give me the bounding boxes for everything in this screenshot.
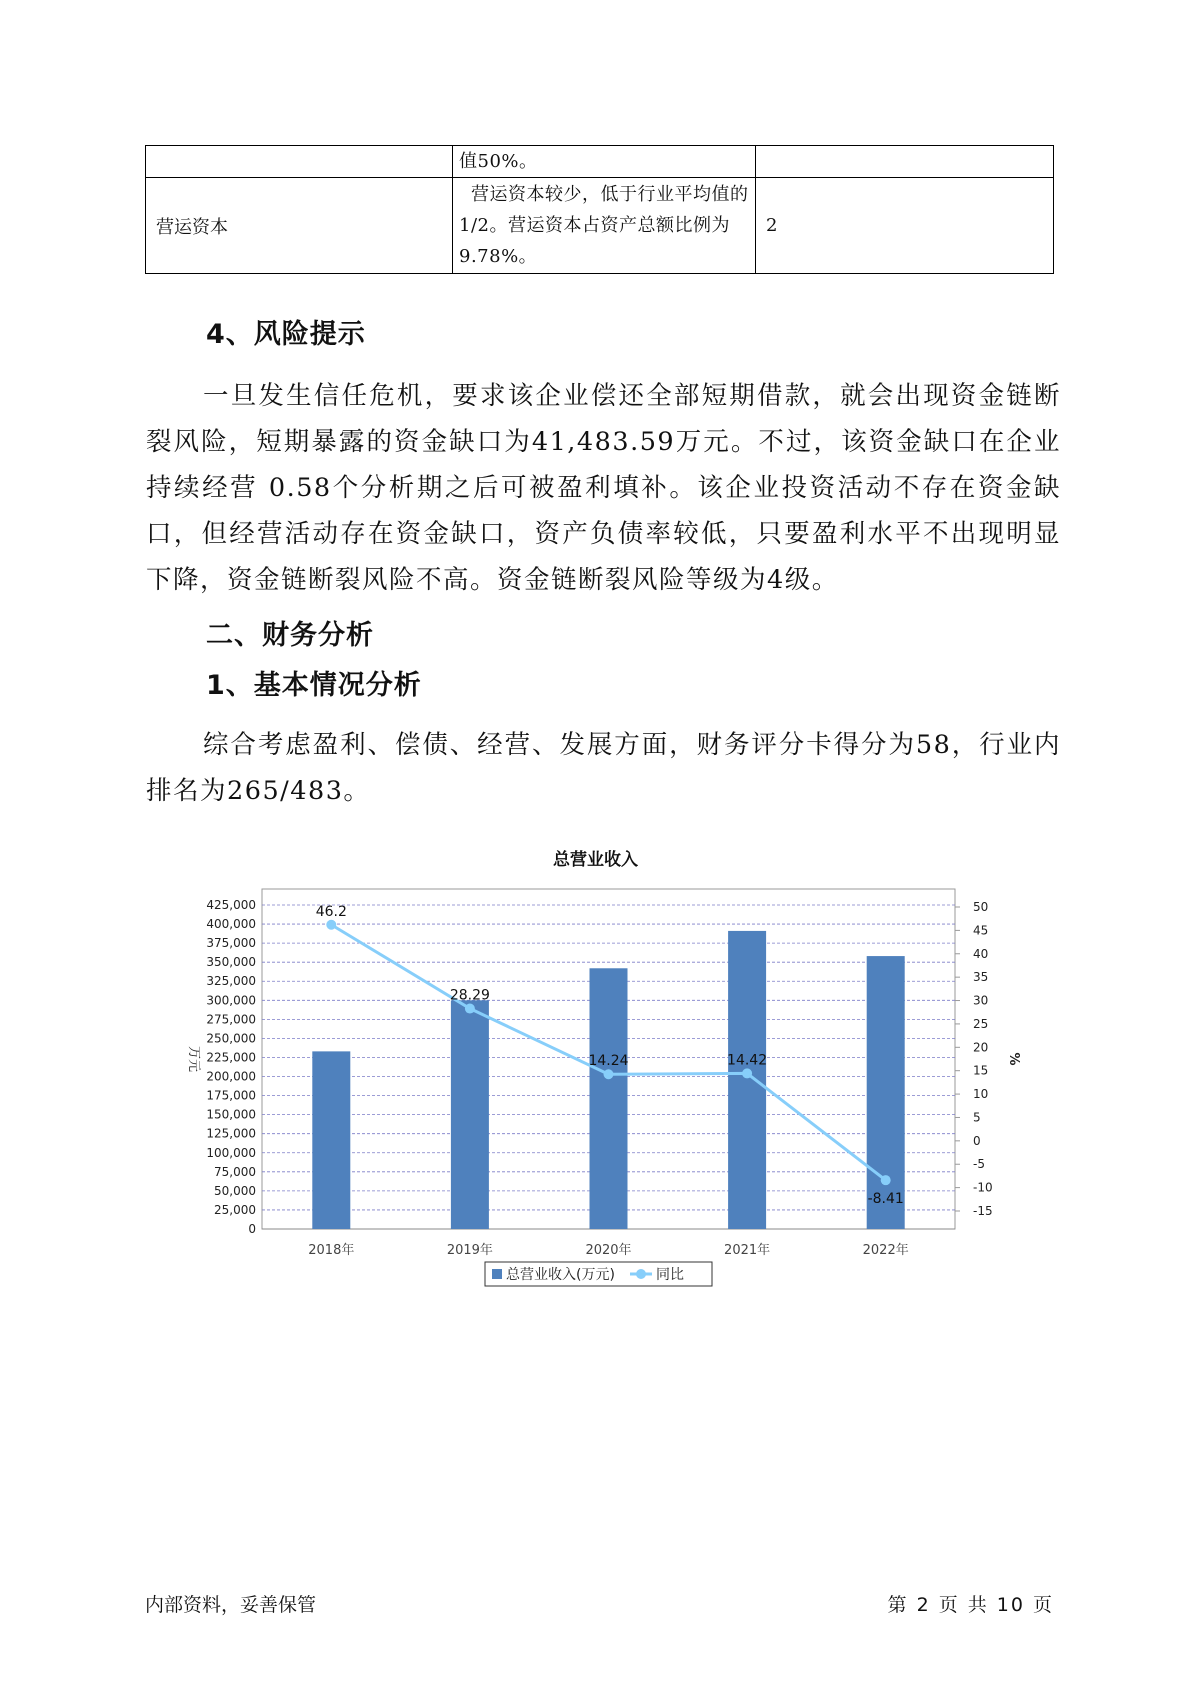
y-left-tick-label: 375,000 <box>206 936 256 951</box>
y-left-tick-label: 275,000 <box>206 1012 256 1027</box>
y-right-tick-label: 40 <box>973 946 989 961</box>
data-label: -8.41 <box>867 1191 904 1208</box>
legend-swatch-point <box>636 1269 646 1279</box>
legend-label-revenue: 总营业收入(万元) <box>506 1267 615 1283</box>
line-point <box>742 1068 752 1078</box>
evaluation-table <box>145 145 1054 274</box>
bar <box>590 968 628 1229</box>
y-left-tick-label: 350,000 <box>206 955 256 970</box>
y-left-tick-label: 325,000 <box>206 974 256 989</box>
table-cell-score <box>756 146 1054 178</box>
y-left-tick-label: 125,000 <box>206 1126 256 1141</box>
line-point <box>881 1175 891 1185</box>
x-tick-label: 2018年 <box>308 1243 355 1258</box>
finance-heading: 二、财务分析 <box>206 620 374 651</box>
table-cell-description: 营运资本较少，低于行业平均值的1/2。营运资本占资产总额比例为9.78%。 <box>453 178 756 274</box>
basic-analysis-heading: 1、基本情况分析 <box>206 670 422 701</box>
legend-swatch-bar <box>492 1269 502 1279</box>
x-tick-label: 2021年 <box>724 1243 771 1258</box>
y-right-tick-label: -15 <box>973 1204 993 1218</box>
y-left-tick-label: 225,000 <box>206 1050 256 1065</box>
y-left-tick-label: 400,000 <box>206 917 256 932</box>
x-tick-label: 2020年 <box>585 1243 632 1258</box>
x-tick-label: 2022年 <box>862 1243 909 1258</box>
y-right-tick-label: 5 <box>973 1110 981 1125</box>
line-point <box>326 920 336 930</box>
legend-label-yoy: 同比 <box>656 1267 684 1283</box>
y-left-tick-label: 300,000 <box>206 993 256 1008</box>
y-left-tick-label: 25,000 <box>214 1202 256 1217</box>
table-cell-indicator: 营运资本 <box>146 178 453 274</box>
footer-confidential: 内部资料，妥善保管 <box>145 1594 317 1616</box>
y-right-tick-label: -10 <box>973 1180 993 1195</box>
revenue-chart <box>0 870 1191 1300</box>
bar <box>451 1000 489 1229</box>
bar <box>867 956 905 1229</box>
y-left-tick-label: 0 <box>248 1222 256 1236</box>
y-left-tick-label: 150,000 <box>206 1107 256 1122</box>
data-label: 46.2 <box>315 903 347 920</box>
bar <box>728 931 766 1229</box>
table-cell-score: 2 <box>756 178 1054 274</box>
footer-page-number: 第 2 页 共 10 页 <box>887 1594 1054 1616</box>
y-right-tick-label: 10 <box>973 1087 989 1102</box>
y-right-tick-label: 45 <box>973 923 989 938</box>
y-left-tick-label: 75,000 <box>214 1164 256 1179</box>
y-left-tick-label: 200,000 <box>206 1069 256 1084</box>
line-point <box>604 1069 614 1079</box>
y-left-axis-label: 万元 <box>186 1045 201 1073</box>
table-row <box>146 178 1054 274</box>
bar <box>312 1051 350 1229</box>
data-label: 14.42 <box>727 1052 768 1069</box>
table-row <box>146 146 1054 178</box>
y-left-tick-label: 425,000 <box>206 898 256 912</box>
y-right-tick-label: 20 <box>973 1040 989 1055</box>
y-right-tick-label: -5 <box>973 1157 985 1172</box>
table-cell-description: 值50%。 <box>453 146 756 178</box>
x-tick-label: 2019年 <box>446 1243 493 1258</box>
y-right-tick-label: 30 <box>973 993 989 1008</box>
table-cell-indicator <box>146 146 453 178</box>
line-point <box>465 1004 475 1014</box>
y-left-tick-label: 250,000 <box>206 1031 256 1046</box>
y-left-tick-label: 50,000 <box>214 1183 256 1198</box>
y-right-tick-label: 15 <box>973 1063 989 1078</box>
basic-analysis-paragraph: 综合考虑盈利、偿债、经营、发展方面，财务评分卡得分为58，行业内排名为265/483。 <box>146 730 1061 806</box>
y-right-tick-label: 25 <box>973 1016 989 1031</box>
y-left-tick-label: 175,000 <box>206 1088 256 1103</box>
data-label: 28.29 <box>449 987 490 1004</box>
y-right-axis-label: % <box>1006 1052 1021 1066</box>
y-right-tick-label: 0 <box>973 1133 981 1148</box>
y-left-tick-label: 100,000 <box>206 1145 256 1160</box>
y-right-tick-label: 50 <box>973 900 989 914</box>
risk-heading: 4、风险提示 <box>206 319 366 350</box>
y-right-tick-label: 35 <box>973 970 989 985</box>
chart-title: 总营业收入 <box>553 850 638 870</box>
data-label: 14.24 <box>588 1053 629 1070</box>
risk-paragraph: 一旦发生信任危机，要求该企业偿还全部短期借款，就会出现资金链断裂风险，短期暴露的资金缺口为41,483.59万元。不过，该资金缺口在企业持续经营 0.58个分析期之后可被盈利填补。该企业投资活动不存在资金缺口，但经营活动存在资金缺口，资产负债率较低，只要盈利水平不出现明显下降，资金链断裂风险不高。资金链断裂风险等级为4级。 <box>146 381 1061 595</box>
